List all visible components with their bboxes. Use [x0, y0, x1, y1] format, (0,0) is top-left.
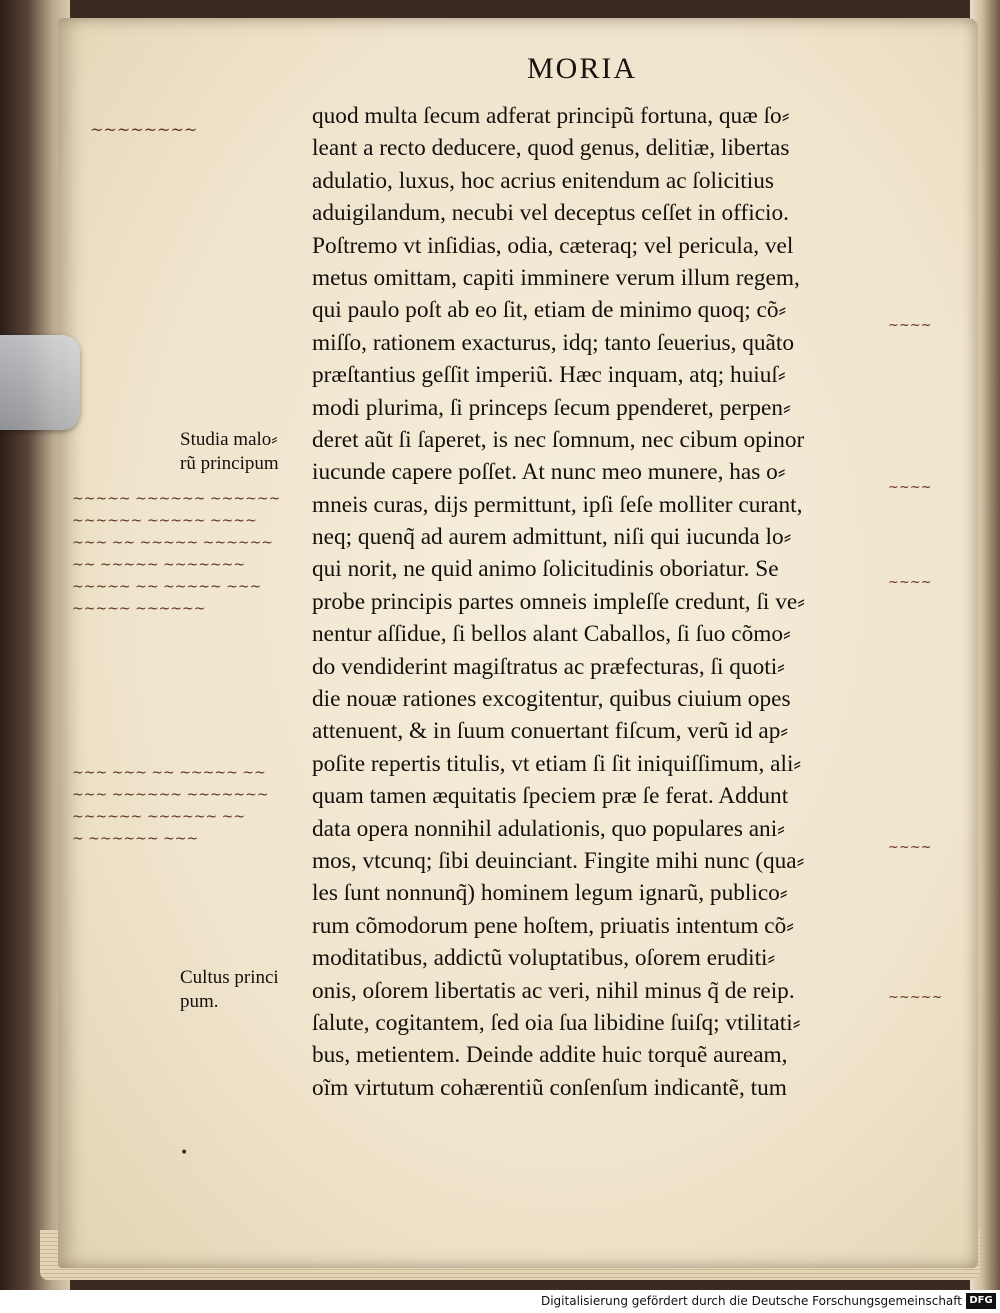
handwritten-right-note: ~~~~	[888, 575, 932, 590]
text-line: modi plurima, ſi princeps ſecum ppenderet, perpen⸗	[312, 394, 791, 421]
text-line: die nouæ rationes excogitentur, quibus ciuium opes	[312, 686, 791, 713]
text-line: bus, metientem. Deinde addite huic torquẽ auream,	[312, 1042, 788, 1069]
text-line: mos, vtcunq; ſibi deuinciant. Fingite mihi nunc (qua⸗	[312, 847, 805, 874]
side-note-line: Cultus princi	[180, 967, 279, 988]
handwritten-right-note: ~~~~	[888, 318, 932, 333]
handwritten-right-note: ~~~~	[888, 480, 932, 495]
text-line: data opera nonnihil adulationis, quo populares ani⸗	[312, 815, 785, 842]
text-line: poſite repertis titulis, vt etiam ſi ſit iniquiſſimum, ali⸗	[312, 750, 802, 777]
text-line: iucunde capere poſſet. At nunc meo munere, has o⸗	[312, 459, 786, 486]
handwritten-margin-note: ~~~ ~~~ ~~ ~~~~~ ~~ ~~~ ~~~~~~ ~~~~~~~ ~~~~~~ ~~~~~~ ~~ ~ ~~~~~~ ~~~	[72, 765, 269, 847]
main-text-block	[312, 100, 887, 1104]
funding-credit: Digitalisierung gefördert durch die Deutsche Forschungsgemeinschaft	[540, 1294, 962, 1308]
dfg-logo: DFG	[966, 1293, 996, 1309]
book-clip	[0, 335, 80, 430]
text-line: moditatibus, addictũ voluptatibus, oſorem eruditi⸗	[312, 945, 776, 972]
text-line: metus omittam, capiti imminere verum illum regem,	[312, 264, 800, 291]
text-line: quod multa ſecum adferat principũ fortuna, quæ ſo⸗	[312, 103, 790, 129]
side-note-cultus	[180, 966, 279, 1014]
text-line: rum cõmodorum pene hoſtem, priuatis intentum cõ⸗	[312, 912, 795, 939]
text-line: præſtantius geſſit imperiũ. Hæc inquam, atq; huiuſ⸗	[312, 362, 786, 389]
text-line: adulatio, luxus, hoc acrius enitendum ac ſolicitius	[312, 167, 774, 194]
folio-mark: •	[180, 1145, 189, 1161]
side-note-line: pum.	[180, 991, 219, 1012]
text-line: probe principis partes omneis impleſſe credunt, ſi ve⸗	[312, 588, 805, 615]
handwritten-right-note: ~~~~	[888, 840, 932, 855]
running-head: MORIA	[527, 52, 638, 85]
text-line: leant a recto deducere, quod genus, delitiæ, libertas	[312, 135, 790, 162]
side-note-studia	[180, 428, 279, 476]
text-line: miſſo, rationem exacturus, idq; tanto ſeuerius, quãto	[312, 329, 794, 356]
text-line: ſalute, cogitantem, ſed oia ſua libidine ſuiſq; vtilitati⸗	[312, 1009, 801, 1036]
text-line: Poſtremo vt inſidias, odia, cæteraq; vel pericula, vel	[312, 232, 794, 259]
text-line: nentur aſſidue, ſi bellos alant Caballos, ſi ſuo cõmo⸗	[312, 621, 791, 648]
text-line: oĩm virtutum cohærentiũ conſenſum indicantẽ, tum	[312, 1074, 787, 1101]
text-line: qui paulo poſt ab eo ſit, etiam de minimo quoq; cõ⸗	[312, 297, 787, 324]
text-line: do vendiderint magiſtratus ac præfecturas, ſi quoti⸗	[312, 653, 785, 680]
footer-bar	[0, 1290, 1000, 1313]
handwritten-right-note: ~~~~~	[888, 990, 943, 1005]
handwritten-margin-note: ~~~~~ ~~~~~~ ~~~~~~ ~~~~~~ ~~~~~ ~~~~ ~~~ ~~ ~~~~~ ~~~~~~ ~~ ~~~~~ ~~~~~~~ ~~~~~ ~~ ~~~~~ ~~~ ~~~~~ ~~~~~~	[72, 491, 281, 617]
handwritten-annotation-top: ~~~~~~~~	[90, 120, 198, 139]
text-line: quam tamen æquitatis ſpeciem præ ſe ferat. Addunt	[312, 783, 789, 810]
text-line: mneis curas, dijs permittunt, ipſi ſeſe molliter curant,	[312, 491, 803, 518]
side-note-line: rũ principum	[180, 453, 279, 474]
text-line: neq; quenq̃ ad aurem admittunt, niſi qui iucunda lo⸗	[312, 524, 792, 551]
text-line: qui norit, ne quid animo ſolicitudinis oboriatur. Se	[312, 556, 779, 583]
side-note-line: Studia malo⸗	[180, 429, 278, 450]
text-line: les ſunt nonnunq̃) hominem legum ignarũ, publico⸗	[312, 880, 788, 907]
text-line: onis, oſorem libertatis ac veri, nihil minus q̃ de reip.	[312, 977, 795, 1004]
text-line: attenuent, & in ſuum conuertant fiſcum, verũ id ap⸗	[312, 718, 789, 745]
text-line: deret aũt ſi ſaperet, is nec ſomnum, nec cibum opinor	[312, 426, 805, 453]
text-line: aduigilandum, necubi vel deceptus ceſſet in officio.	[312, 200, 790, 227]
